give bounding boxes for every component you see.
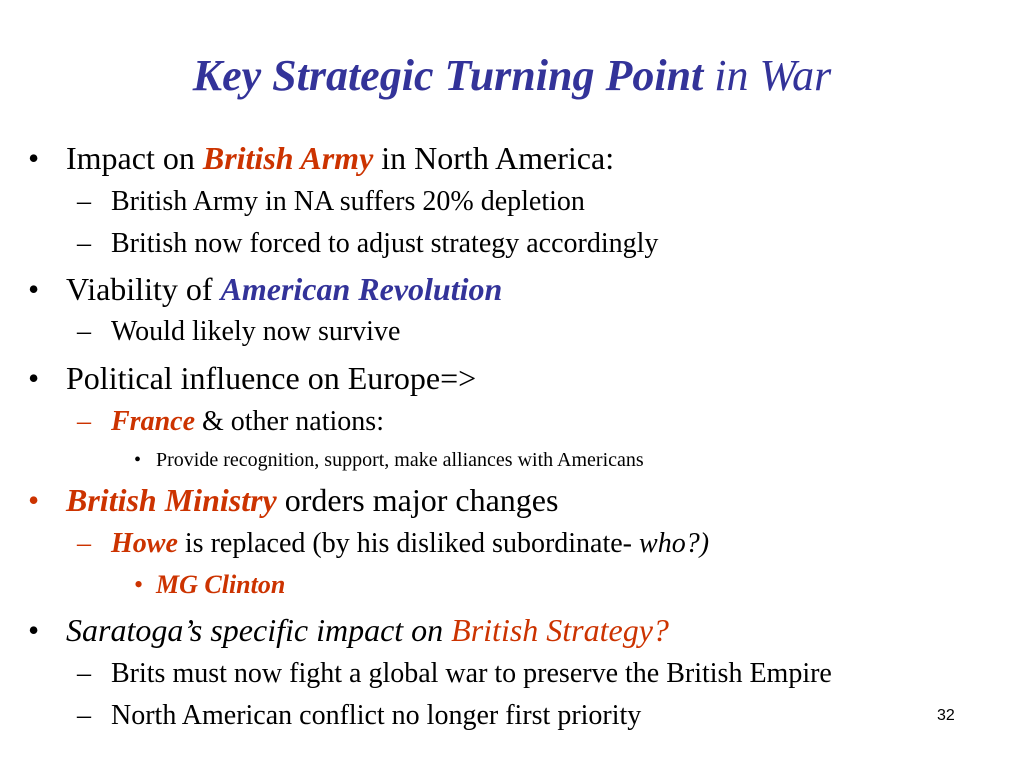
bullet-ministry-highlight: British Ministry [66, 482, 277, 518]
sub-bullet-survive-text: Would likely now survive [111, 316, 401, 347]
bullet-marker: • [28, 271, 40, 307]
bullet-marker: • [28, 612, 40, 648]
sub-sub-bullet-clinton-text: MG Clinton [156, 570, 286, 599]
sub-sub-bullet-recognition [134, 448, 644, 472]
bullet-marker: • [28, 360, 40, 396]
sub-bullet-howe-mid: is replaced (by his disliked subordinate- [177, 528, 640, 559]
slide-title-main: Key Strategic Turning Point [192, 51, 704, 100]
bullet-marker: • [28, 482, 40, 518]
dash-marker: – [77, 528, 91, 559]
sub-bullet-france-highlight: France [111, 406, 195, 437]
bullet-saratoga [28, 612, 669, 648]
bullet-viability-pre: Viability of [66, 271, 221, 307]
bullet-impact-highlight: British Army [202, 140, 374, 176]
sub-bullet-depletion-text: British Army in NA suffers 20% depletion [111, 186, 585, 217]
sub-sub-bullet-recognition-text: Provide recognition, support, make alliances with Americans [156, 449, 644, 471]
sub-bullet-global [77, 658, 832, 690]
dash-marker: – [77, 700, 91, 731]
sub-bullet-howe-tail: who?) [639, 528, 710, 559]
bullet-marker: • [134, 449, 142, 471]
slide-title [0, 48, 1024, 104]
bullet-political [28, 360, 477, 396]
bullet-viability [28, 271, 503, 307]
bullet-political-text: Political influence on Europe=> [66, 360, 477, 396]
sub-bullet-howe-highlight: Howe [111, 528, 178, 559]
sub-bullet-global-text: Brits must now fight a global war to preserve the British Empire [111, 658, 832, 689]
dash-marker: – [77, 316, 91, 347]
bullet-saratoga-highlight: British Strategy? [451, 612, 669, 648]
bullet-saratoga-pre: Saratoga’s specific impact on [66, 612, 452, 648]
bullet-impact-post: in North America: [373, 140, 615, 176]
sub-bullet-france-post: & other nations: [195, 406, 384, 437]
bullet-ministry [28, 482, 559, 518]
dash-marker: – [77, 228, 91, 259]
bullet-viability-highlight: American Revolution [220, 271, 503, 307]
bullet-ministry-post: orders major changes [276, 482, 559, 518]
sub-sub-bullet-clinton [134, 570, 286, 600]
page-number: 32 [937, 707, 955, 724]
sub-bullet-howe [77, 528, 710, 560]
sub-bullet-survive [77, 316, 401, 348]
dash-marker: – [77, 186, 91, 217]
dash-marker: – [77, 658, 91, 689]
slide-title-suffix: in War [703, 51, 832, 100]
sub-bullet-france [77, 406, 384, 438]
bullet-impact-pre: Impact on [66, 140, 203, 176]
bullet-marker: • [28, 140, 40, 176]
bullet-impact [28, 140, 615, 176]
sub-bullet-depletion [77, 186, 585, 218]
sub-bullet-adjust-text: British now forced to adjust strategy accordingly [111, 228, 659, 259]
sub-bullet-priority-text: North American conflict no longer first priority [111, 700, 642, 731]
sub-bullet-adjust [77, 228, 659, 260]
dash-marker: – [77, 406, 91, 437]
bullet-marker: • [134, 570, 144, 599]
sub-bullet-priority [77, 700, 642, 732]
